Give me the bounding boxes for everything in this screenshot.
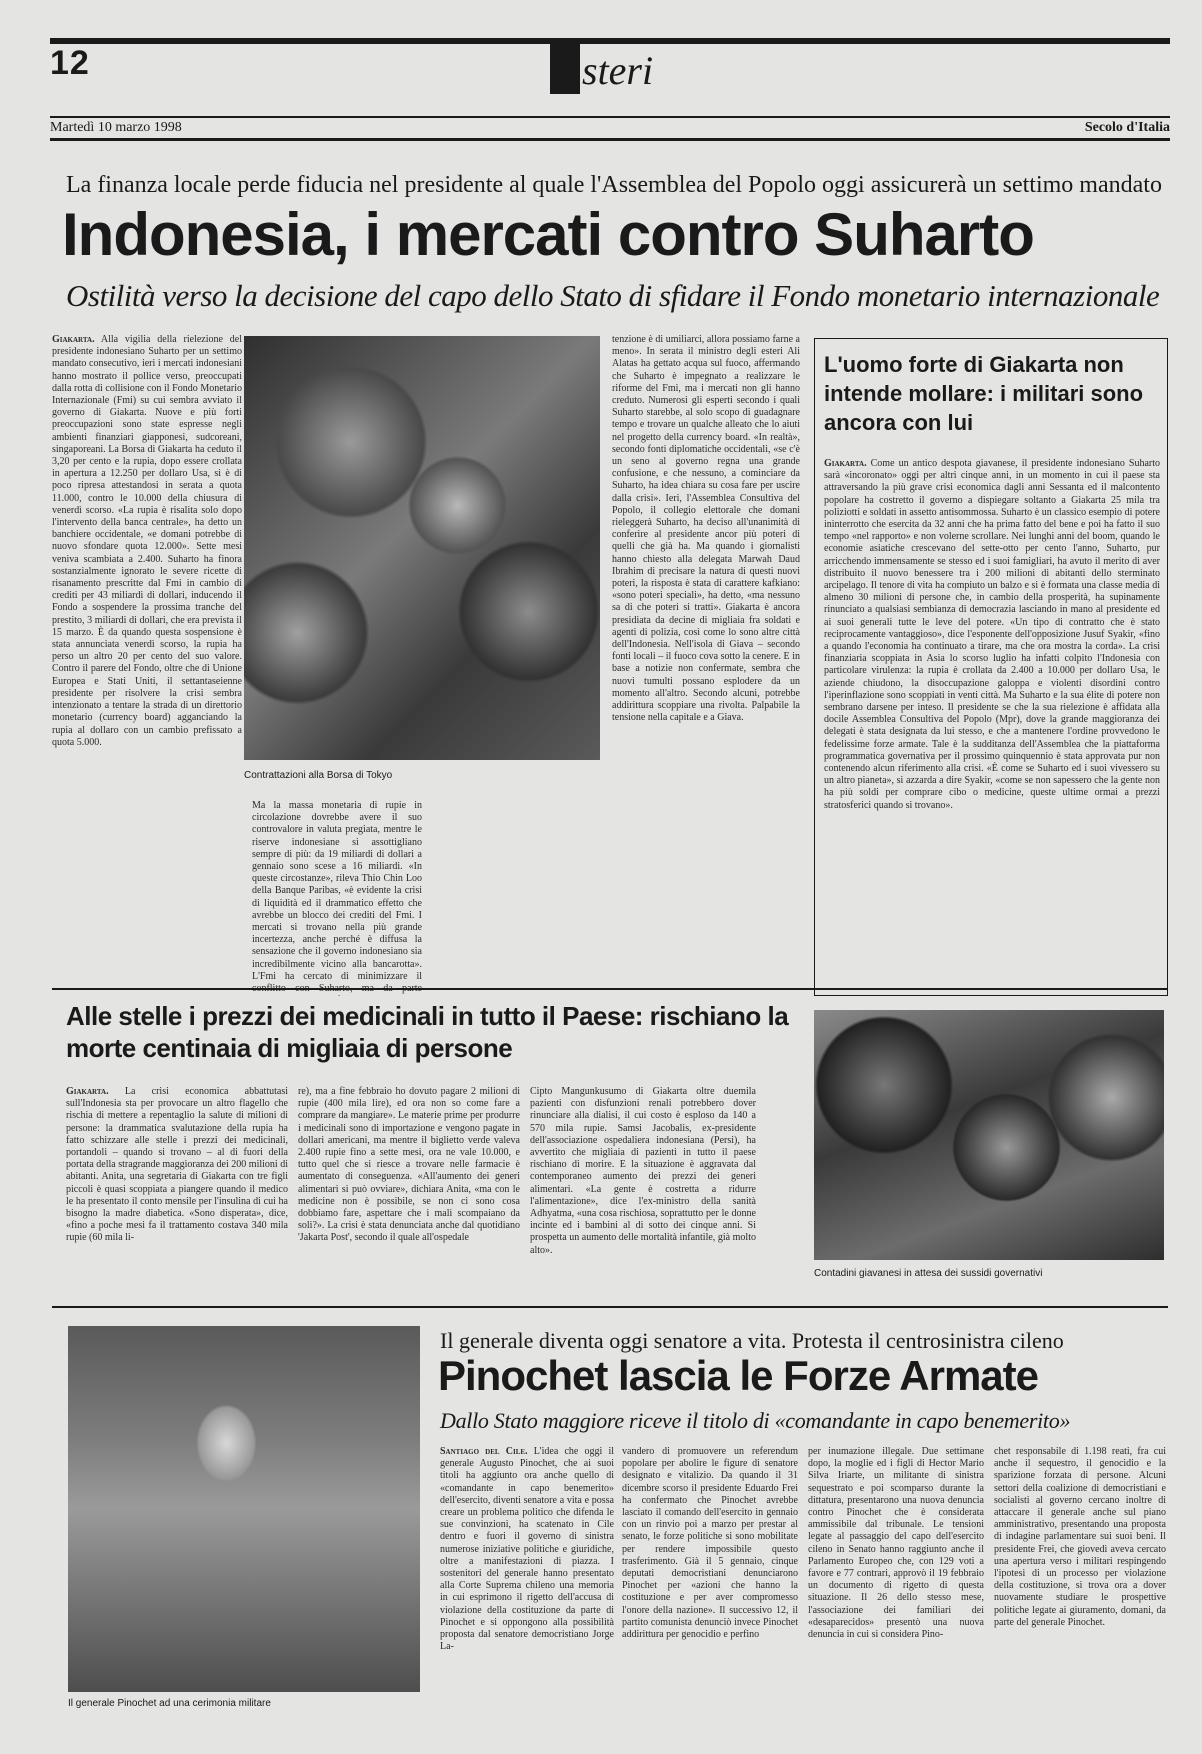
masthead-bottom-rule — [50, 138, 1170, 141]
story3-photo-caption: Il generale Pinochet ad una cerimonia militare — [68, 1698, 271, 1709]
story3-column-3: per inumazione illegale. Due settimane dopo, la moglie ed i figli di Hector Mario Silva Iriarte, un militante di sinistra sequestrato e poi scomparso durante la dittatura, presentarono una nuova denuncia contro Pinochet che è considerata ammissibile dal tribunale. Le tensioni legate al passaggio del capo dell'esercito cileno in Senato hanno raggiunto anche il Parlamento Europeo che, con 129 voti a favore e 77 contrari, approvò il 19 febbraio un documento di rigetto di questa situazione. Il 26 dello stesso mese, l'associazione dei familiari dei «desaparecidos» presentò una nuova denuncia in cui si considera Pino- — [808, 1446, 984, 1641]
story-divider-2 — [52, 1306, 1168, 1308]
story3-column-2: vandero di promuovere un referendum popolare per abolire le figure di senatore designato e vitalizio. Da quando il 31 dicembre scorso il presidente Eduardo Frei ha confermato che Pinochet avrebbe lasciato il comando dell'esercito in gennaio con un rinvio poi a marzo per prestar al senato, le forze politiche si sono mobilitate per rendere impossibile questo trasferimento. Già il 5 gennaio, cinque deputati democristiani denunciarono Pinochet per «azioni che hanno la costituzione e per aver compromesso l'onore della nazione». Il successivo 12, il partito comunista denunciò invece Pinochet addirittura per genocidio e perfino — [622, 1446, 798, 1641]
story3-dateline: Santiago del Cile. — [440, 1446, 528, 1457]
story2-photo-caption: Contadini giavanesi in attesa dei sussidi governativi — [814, 1268, 1043, 1279]
story2-column-2: re), ma a fine febbraio ho dovuto pagare 2 milioni di rupie (400 mila lire), ed ora non so come fare a comprare da mangiare». Le materie prime per produrre i medicinali sono di importazione e vengono pagate in dollari americani, ma mentre il biglietto verde valeva 2.400 rupie fino a sette mesi, ora ne vale 10.000, e tutto quel che si riesce a trovare nelle farmacie è aumentato di conseguenza. «All'aumento dei generi alimentari si può ovviare», dichiara Anita, «ma con le medicine non è possibile, se non ci sono cosa dobbiamo fare, aspettare che i mali scompaiano da soli?». La crisi è stata denunciata anche dal quotidiano 'Jakarta Post', secondo il quale all'ospedale — [298, 1086, 520, 1244]
stock-exchange-photo — [244, 336, 600, 760]
issue-date: Martedì 10 marzo 1998 — [50, 120, 182, 135]
story3-col1-text: L'idea che oggi il generale Augusto Pinochet, che ai suoi titoli ha aggiunto ora anche quello di «comandante in capo benemerito» dell'esercito, diventi senatore a vita e possa creare un problema politico che difenda le sue convinzioni, ha scatenato in Cile dentro e fuori il governo di sinistra numerose iniziative politiche e giuridiche, oltre a manifestazioni di piazza. I sostenitori del generale hanno presentato alla Corte Suprema chileno una memoria in cui esprimono il rigetto dell'accusa di violazione della costituzione da parte di Pinochet e si oppongono alla possibilità proposta dal senatore democristiano Jorge La- — [440, 1446, 614, 1653]
section-title-text: steri — [582, 48, 654, 93]
story2-headline: Alle stelle i prezzi dei medicinali in tutto il Paese: rischiano la morte centinaia di migliaia di persone — [66, 1001, 789, 1063]
farmers-photo — [814, 1010, 1164, 1260]
story1-col1-text: Alla vigilia della rielezione del presidente indonesiano Suharto per un settimo mandato consecutivo, ieri i mercati indonesiani hanno mostrato il pollice verso, preoccupati dalla rotta di collisione con il Fondo Monetario Internazionale (Fmi) su cui sembra avviato il governo di Giakarta. Nuove e più forti preoccupazioni sono state espresse negli ambienti finanziari giapponesi, sudcoreani, singaporeani. La Borsa di Giakarta ha ceduto il 3,20 per cento e la rupia, dopo essere crollata in apertura a 12.250 per dollaro Usa, si è di poco ripresa attestandosi in serata a quota 11.000, contro le 10.000 della chiusura di venerdì scorso. «La rupia è risalita solo dopo l'intervento della banca centrale», ha detto un banchiere occidentale, «e domani potrebbe di nuovo sfondare quota 12.000». Sette mesi veniva scambiata a 2.400. Suharto ha finora sostanzialmente ignorato le severe ricette di risanamento prescritte dal Fmi in cambio di crediti per 43 miliardi di dollari, inducendo il Fondo a sospendere la prossima tranche del prestito, 3 miliardi di dollari, che era prevista il 15 marzo. È da quando questa sospensione è stata annunciata venerdì scorso, la rupia ha perso un altro 20 per cento del suo valore. Contro il parere del Fondo, oltre che di Unione Europea e Stati Uniti, il settantaseienne presidente per risolvere la crisi sembra intenzionato a tentare la strada di un direttorio monetario (currency board) agganciando la rupia al dollaro con un cambio prefissato a quota 5.000. — [52, 334, 242, 748]
story2-dateline: Giakarta. — [66, 1086, 109, 1097]
story1-dateline: Giakarta. — [52, 334, 95, 345]
sidebar-text — [824, 458, 1160, 988]
sidebar-body: Come un antico despota giavanese, il presidente indonesiano Suharto sarà «incoronato» oggi per altri cinque anni, in un momento in cui il paese sta attraversando la più grave crisi economica dagli anni Sessanta ed il malcontento popolare ha costretto il governo a dispiegare soltanto a Giakarta 25 mila tra poliziotti e soldati in assetto antisommossa. Suharto è un classico esempio di potere ininterrotto che esercita da 32 anni che ha prima fatto del bene e poi ha fatto il suo tempo «nel rapporto» e non volerne scrollare. Nei lunghi anni del boom, quando le economie asiatiche crescevano del sette-otto per cento l'anno, Suharto, pur arricchendo immensamente se stesso ed i suoi famigliari, ha avuto il merito di aver distribuito il nuovo benessere tra i 200 milioni di abitanti dello sterminato arcipelago. Il tenore di vita ha compiuto un balzo e si è formata una classe media di almeno 30 milioni di persone che, in cambio della prosperità, ha supinamente rinunciato a qualsiasi sembianza di democrazia lasciando in mano al presidente ed ai suoi generali tutte le leve del potere. «Un tipo di contratto che è stato reciprocamente vantaggioso», dice l'esponente dell'opposizione Jusuf Syakir, «fino a quando l'economia ha continuato a tirare, ma che ora mostra la corda». La crisi finanziaria scoppiata in Asia lo scorso luglio ha infatti colpito l'Indonesia con particolare virulenza: la rupia è crollata da 2.400 a 10.000 per dollaro Usa, le aziende chiudono, la disoccupazione galoppa e violenti disordini contro l'iperinflazione sono scoppiati in venti città. Ma Suharto e la sua élite di potere non sembrano darsene per inteso. Il presidente se che la sua rielezione è affidata alla docile Assemblea Consultiva del Popolo (Mpr), dove la grande maggioranza dei delegati è stata designata da lui stesso, e che a mantenere l'ordine provvedono le fedelissime forze armate. Tale è la sudditanza dell'Assemblea che la piattaforma programmatica governativa per il prossimo quinquennio è stata approvata pur non contenendo alcun riferimento alla crisi. «È come se Suharto ed i suoi vivessero su un altro pianeta», si azzarda a dire Syakir, «come se non sapessero che la gente non ha più soldi per comprare cibo o medicine, queste ultime ormai a prezzi stratosferici quando si trovano». — [824, 458, 1160, 811]
story3-headline: Pinochet lascia le Forze Armate — [438, 1352, 1039, 1399]
section-initial-block — [550, 42, 580, 94]
story3-column-1 — [440, 1446, 614, 1716]
story1-column-1 — [52, 334, 242, 994]
story3-column-4: chet responsabile di 1.198 reati, fra cui anche il sequestro, il genocidio e la sparizione forzata di persone. Alcuni settori della coalizione di democristiani e socialisti al governo cercano inoltre di attaccare il generale anche sul piano amministrativo, presentando una proposta di indagine parlamentare sui suoi beni. Il presidente Frei, che giovedì aveva cercato una apertura verso i militari respingendo l'ipotesi di un processo per violazione della costituzione, si trova ora a dover nuovamente studiare le prospettive politiche legate ai giuramento, domani, da parte del generale Pinochet. — [994, 1446, 1166, 1628]
sidebar-headline: L'uomo forte di Giakarta non intende mollare: i militari sono ancora con lui — [824, 352, 1144, 435]
story-divider — [52, 988, 1168, 990]
story1-kicker: La finanza locale perde fiducia nel presidente al quale l'Assemblea del Popolo oggi assicurerà un settimo mandato — [66, 172, 1162, 198]
story1-column-2b — [432, 800, 602, 996]
section-title — [550, 42, 653, 94]
page-number: 12 — [50, 44, 90, 82]
story1-subhead: Ostilità verso la decisione del capo dello Stato di sfidare il Fondo monetario internazionale — [66, 278, 1160, 313]
masthead-rule — [50, 116, 1170, 118]
story2-column-1 — [66, 1086, 288, 1302]
story1-photo-caption: Contrattazioni alla Borsa di Tokyo — [244, 770, 393, 781]
story1-column-2: Ma la massa monetaria di rupie in circolazione dovrebbe avere il suo controvalore in valuta pregiata, mentre le riserve indonesiane si assottigliano sempre di più: da 19 miliardi di dollari a gennaio sono scese a 16 miliardi. «In queste circostanze», rileva Thio Chin Loo della Banque Paribas, «è evidente la crisi di liquidità ed il drammatico effetto che avrebbe un blocco dei crediti del Fmi. I mercati si trovano nella più grande incertezza, anche perché è diffusa la sensazione che il governo indonesiano sia incredibilmente vicino alla bancarotta». L'Fmi ha cercato di minimizzare il — [252, 800, 422, 982]
story1-headline: Indonesia, i mercati contro Suharto — [62, 201, 1034, 268]
pinochet-photo — [68, 1326, 420, 1692]
newspaper-name: Secolo d'Italia — [1084, 120, 1170, 135]
story2-column-3: Cipto Mangunkusumo di Giakarta oltre duemila pazienti con disfunzioni renali potrebbero dover rinunciare alla dialisi, il cui costo è esploso da 140 a 570 mila rupie. Samsi Jacobalis, ex-presidente dell'associazione ospedaliera indonesiana (Persi), ha avvertito che migliaia di pazienti in tutto il paese rischiano di morire. E la situazione è aggravata dal contemporaneo aumento dei prezzi dei generi alimentari. «La gente è costretta a ridurre l'alimentazione», dice l'ex-ministro della sanità Adhyatma, «una cosa rischiosa, soprattutto per le donne incinte ed i bambini al di sotto dei cinque anni. Si prospetta un aumento delle mortalità infantile, già molto alto». — [530, 1086, 756, 1256]
story1-column-3: tenzione è di umiliarci, allora possiamo farne a meno». In serata il ministro degli esteri Ali Alatas ha gettato acqua sul fuoco, affermando che Suharto è impegnato a realizzare le riforme del Fmi, ma i mercati non gli hanno creduto. Numerosi gli esperti secondo i quali Suharto starebbe, al solo scopo di guadagnare tempo e trovare un qualche alleato che lo aiuti nel progetto della currency board. «In realtà», secondo fonti diplomatiche occidentali, «se c'è un seno al governo regna una grande confusione, e che nessuno, a cominciare da Suharto, ha idea chiara su cosa fare per uscire dalla crisi». Ieri, l'Assemblea Consultiva del Popolo, il collegio elettorale che domani rieleggerà Suharto, ha deciso all'unanimità di conferire al presidente ancor più poteri di quelli che già ha. Ma quando i giornalisti hanno chiesto alla delegata Marwah Daud Ibrahim di precisare la natura di questi nuovi poteri, la risposta è stata di carattere kafkiano: «sono poteri speciali», ha detto, «ma nessuno sa di che poteri si tratti». Giakarta è ancora presidiata da decine di migliaia fra soldati e agenti di polizia, così come lo sono altre città dell'Indonesia. Nell'isola di Giava – secondo fonti locali – il fuoco cova sotto la cenere. E in base a notizie non confermate, sembra che nuovi tumulti possano esplodere da un momento all'altro. Secondo alcuni, potrebbe addirittura scoppiare una rivolta. Palpabile la tensione nella capitale e a Giava. — [612, 334, 800, 724]
sidebar-dateline: Giakarta. — [824, 458, 867, 469]
story3-kicker: Il generale diventa oggi senatore a vita. Protesta il centrosinistra cileno — [440, 1328, 1064, 1353]
story2-col1-text: La crisi economica abbattutasi sull'Indonesia sta per provocare un altro flagello che rischia di mettere a repentaglio la salute di milioni di persone: la drammatica svalutazione della rupia ha fatto schizzare alle stelle i prezzi dei medicinali, portandoli – quando si trovano – al di fuori della portata della stragrande maggioranza dei 200 milioni di abitanti. Anita, una segretaria di Giakarta con tre figli piccoli è quasi scoppiata a piangere quando il medico le ha presentato il conto mensile per l'insulina di cui ha bisogno la madre diabetica. «Sono disperata», dice, «fino a poche mesi fa il trattamento costava 340 mila rupie (60 mila li- — [66, 1086, 288, 1244]
story3-subhead: Dallo Stato maggiore riceve il titolo di «comandante in capo benemerito» — [440, 1408, 1071, 1433]
